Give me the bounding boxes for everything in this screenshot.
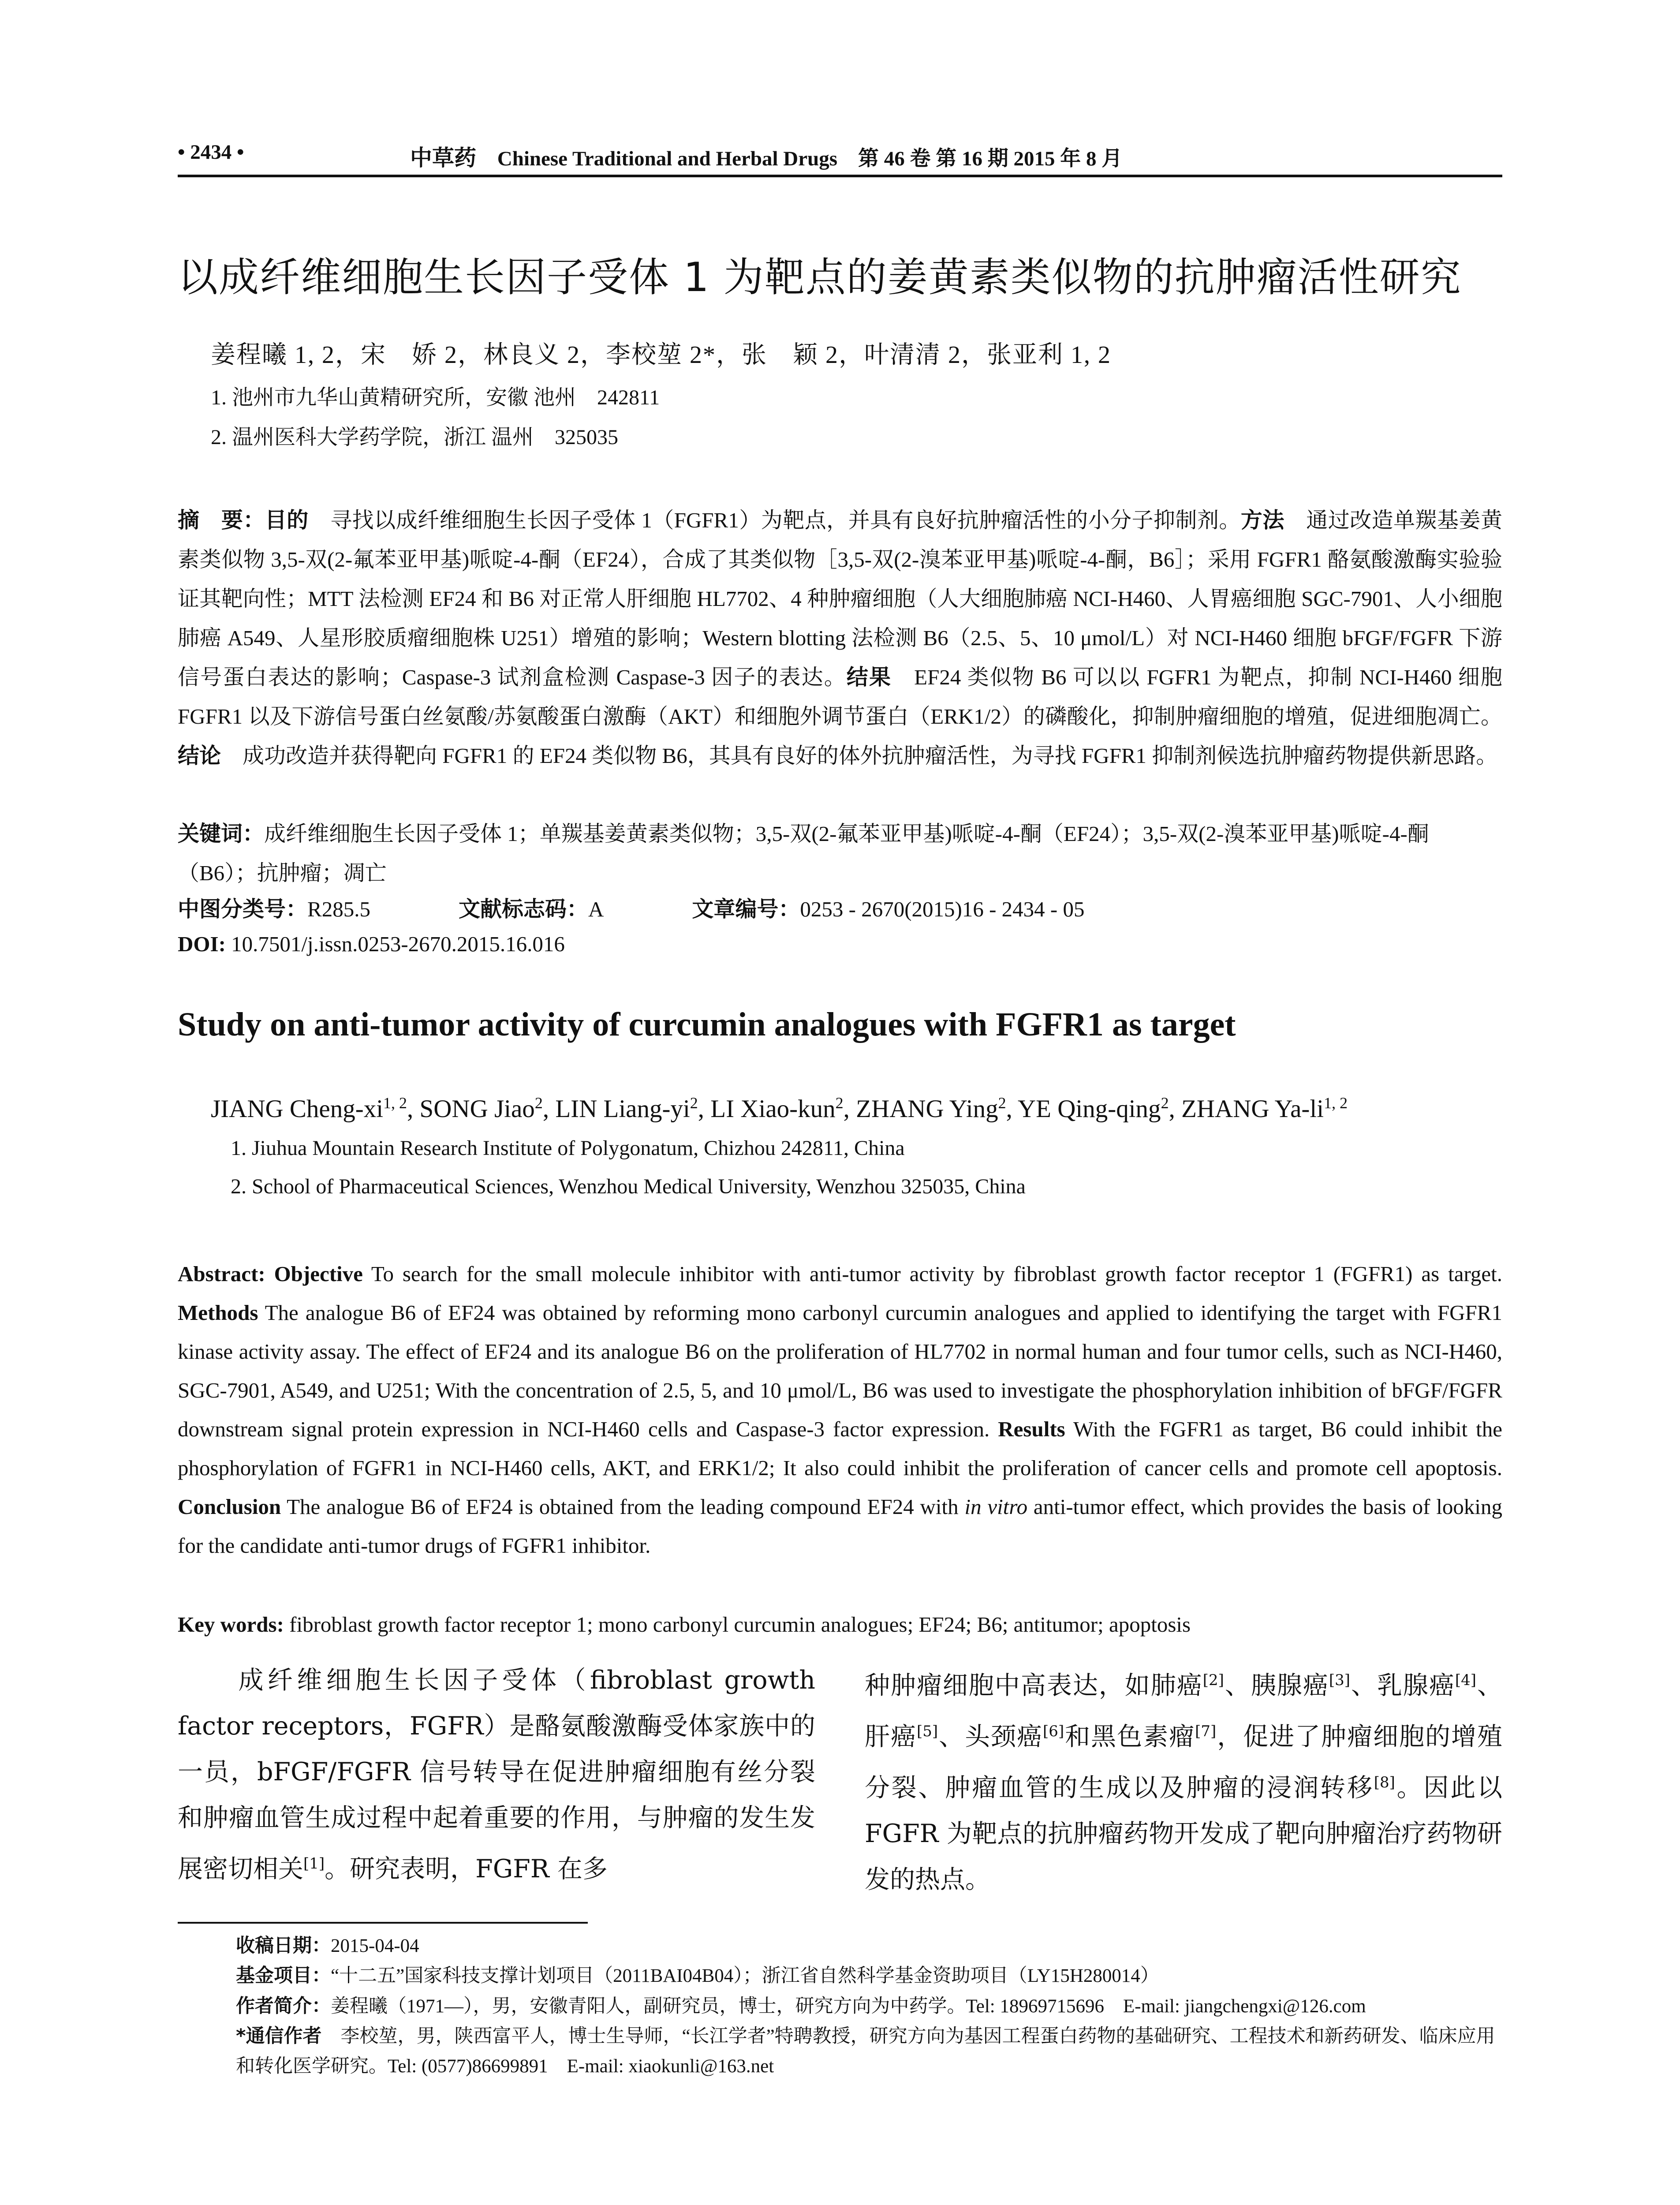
conclusion-label-en: Conclusion <box>178 1495 281 1519</box>
citation-ref: [4] <box>1455 1671 1477 1689</box>
title-en: Study on anti-tumor activity of curcumin analogues with FGFR1 as target <box>178 1006 1236 1043</box>
article-number: 0253 - 2670(2015)16 - 2434 - 05 <box>800 897 1085 921</box>
journal-line <box>410 140 1122 172</box>
conclusion-en-italic: in vitro <box>964 1495 1028 1519</box>
body-paragraph-text: 成纤维细胞生长因子受体（fibroblast growth factor receptors，FGFR）是酪氨酸激酶受体家族中的一员，bFGF/FGFR 信号转导在促进肿瘤细胞有丝分裂和肿瘤血管生成过程中起着重要的作用，与肿瘤的发生发展密切相关 <box>178 1666 815 1884</box>
citation-ref: [5] <box>916 1723 938 1740</box>
clc-label: 中图分类号： <box>178 897 308 922</box>
author-en: SONG Jiao <box>419 1095 535 1123</box>
abstract-cn <box>178 501 1502 775</box>
title-cn: 以成纤维细胞生长因子受体 1 为靶点的姜黄素类似物的抗肿瘤活性研究 <box>178 254 1462 301</box>
affiliation-cn-1: 1. 池州市九华山黄精研究所，安徽 池州 242811 <box>211 386 660 409</box>
page-number: • 2434 • <box>178 141 244 164</box>
doi-label: DOI: <box>178 932 226 956</box>
keywords-label-cn: 关键词： <box>178 821 265 846</box>
author-en-sup: 1, 2 <box>383 1094 407 1112</box>
objective-cn: 寻找以成纤维细胞生长因子受体 1（FGFR1）为靶点，并具有良好抗肿瘤活性的小分子抑制剂。 <box>308 508 1241 532</box>
footnote-received: 收稿日期：2015-04-04 <box>236 1935 419 1957</box>
methods-label-en: Methods <box>178 1301 258 1325</box>
doc-code-label: 文献标志码： <box>458 897 588 922</box>
footnote-corresponding: *通信作者 李校堃，男，陕西富平人，博士生导师，“长江学者”特聘教授，研究方向为基因工程蛋白药物的基础研究、工程技术和新药研发、临床应用和转化医学研究。Tel: (0577)86699891 E-mail: xiaokunli@163.net <box>236 2025 1495 2077</box>
citation-ref: [2] <box>1202 1671 1224 1689</box>
running-header <box>178 140 1502 176</box>
citation-ref: [1] <box>303 1855 325 1872</box>
keywords-cn <box>178 814 1502 893</box>
conclusion-en-a: The analogue B6 of EF24 is obtained from the leading compound EF24 with <box>281 1495 965 1519</box>
conclusion-en-b: anti-tumor effect, which provides the basis of looking for the candidate anti-tumor drugs of FGFR1 inhibitor. <box>178 1495 1502 1558</box>
affiliation-en-2: 2. School of Pharmaceutical Sciences, Wenzhou Medical University, Wenzhou 325035, China <box>231 1175 1026 1198</box>
authors-en: JIANG Cheng-xi$^{1, 2}$, SONG Jiao$^2$, LIN Liang-$yi^2$, LI Xiao-kun$^2$, ZHANG Ying$^2$, YE Qing-qing$^2$, ZHANG Ya-li$^{1, 2}$ <box>211 1094 1348 1123</box>
body-column-right: 种肿瘤细胞中高表达，如肺癌[2]、胰腺癌[3]、乳腺癌[4]、肝癌[5]、头颈癌[6]和黑色素瘤[7]，促进了肿瘤细胞的增殖分裂、肿瘤血管的生成以及肿瘤的浸润转移[8]。因此以 FGFR 为靶点的抗肿瘤药物开发成了靶向肿瘤治疗药物研发的热点。 <box>865 1671 1503 1894</box>
author-en-sup: 2 <box>998 1094 1006 1112</box>
footnote-funding: 基金项目：“十二五”国家科技支撑计划项目（2011BAI04B04）；浙江省自然科学基金资助项目（LY15H280014） <box>236 1965 1159 1987</box>
abstract-label-en: Abstract: <box>178 1262 265 1286</box>
results-label-cn: 结果 <box>846 665 892 690</box>
body-column-left <box>178 1657 815 1892</box>
author-en: JIANG Cheng-xi <box>211 1095 384 1123</box>
keywords-label-en: Key words: <box>178 1612 284 1637</box>
affiliation-en-1: 1. Jiuhua Mountain Research Institute of Polygonatum, Chizhou 242811, China <box>231 1136 905 1160</box>
keywords-text-cn: 成纤维细胞生长因子受体 1；单羰基姜黄素类似物；3,5-双(2-氟苯亚甲基)哌啶-4-酮（EF24）；3,5-双(2-溴苯亚甲基)哌啶-4-酮（B6）；抗肿瘤；凋亡 <box>178 822 1429 885</box>
article-number-label: 文章编号： <box>692 897 800 922</box>
abstract-label-cn: 摘 要： <box>178 508 265 533</box>
methods-label-cn: 方法 <box>1240 508 1284 533</box>
author-en: ZHANG Ya-li <box>1181 1095 1324 1123</box>
conclusion-cn: 成功改造并获得靶向 FGFR1 的 EF24 类似物 B6，其具有良好的体外抗肿瘤活性，为寻找 FGFR1 抑制剂候选抗肿瘤药物提供新思路。 <box>221 744 1498 768</box>
methods-en: The analogue B6 of EF24 was obtained by reforming mono carbonyl curcumin analogues and applied to identifying the target with FGFR1 kinase activity assay. The effect of EF24 and its analogue B6 on the proliferation of HL7702 in normal human and four tumor cells, such as NCI-H460, SGC-7901, A549, and U251; With the concentration of 2.5, 5, and 10 μmol/L, B6 was used to investigate the phosphorylation inhibition of bFGF/FGFR downstream signal protein expression in NCI-H460 cells and Caspase-3 factor expression. <box>178 1301 1502 1441</box>
keywords-text-en: fibroblast growth factor receptor 1; mono carbonyl curcumin analogues; EF24; B6; antitumor; apoptosis <box>284 1612 1191 1637</box>
doi-line <box>178 931 565 957</box>
body-paragraph-tail: 。研究表明，FGFR 在多 <box>325 1854 608 1884</box>
citation-ref: [3] <box>1329 1671 1350 1689</box>
header-rule <box>178 175 1502 177</box>
citation-ref: [6] <box>1043 1723 1064 1740</box>
author-en-sup: 2 <box>1161 1094 1169 1112</box>
results-label-en: Results <box>998 1417 1065 1441</box>
author-en-sup: 2 <box>534 1094 543 1112</box>
author-en: ZHANG Ying <box>856 1095 998 1123</box>
objective-en: To search for the small molecule inhibitor with anti-tumor activity by fibroblast growth factor receptor 1 (FGFR1) as target. <box>362 1262 1502 1286</box>
author-en: YE Qing-qing <box>1018 1095 1161 1123</box>
journal-name-en: Chinese Traditional and Herbal Drugs <box>497 147 838 170</box>
objective-label-en: Objective <box>274 1262 363 1286</box>
clc-code: R285.5 <box>307 897 370 921</box>
author-en-sup: 2 <box>690 1094 698 1112</box>
results-en: With the FGFR1 as target, B6 could inhibit the phosphorylation of FGFR1 in NCI-H460 cells, AKT, and ERK1/2; It also could inhibit the proliferation of cancer cells and promote cell apoptosis. <box>178 1417 1502 1480</box>
doc-code: A <box>588 897 604 921</box>
objective-label-cn: 目的 <box>265 508 309 533</box>
journal-issue: 第 46 卷 第 16 期 2015 年 8 月 <box>858 147 1123 170</box>
authors-cn: 姜程曦 1, 2，宋 娇 2，林良义 2，李校堃 2*，张 颖 2，叶清清 2，张亚利 1, 2 <box>211 341 1111 369</box>
journal-name-cn: 中草药 <box>410 146 476 170</box>
author-en: LI Xiao-kun <box>710 1095 836 1123</box>
conclusion-label-cn: 结论 <box>178 743 221 768</box>
results-cn: EF24 类似物 B6 可以以 FGFR1 为靶点，抑制 NCI-H460 细胞 FGFR1 以及下游信号蛋白丝氨酸/苏氨酸蛋白激酶（AKT）和细胞外调节蛋白（ERK1/2）的磷酸化，抑制肿瘤细胞的增殖，促进细胞凋亡。 <box>178 665 1502 729</box>
affiliation-cn-2: 2. 温州医科大学药学院，浙江 温州 325035 <box>211 426 619 449</box>
author-en-sup: 1, 2 <box>1324 1094 1348 1112</box>
abstract-en <box>178 1255 1502 1565</box>
author-en-sup: 2 <box>835 1094 844 1112</box>
classification-line <box>178 892 1084 923</box>
keywords-en <box>178 1605 1502 1644</box>
citation-ref: [8] <box>1374 1774 1395 1791</box>
methods-cn: 通过改造单羰基姜黄素类似物 3,5-双(2-氟苯亚甲基)哌啶-4-酮（EF24），合成了其类似物［3,5-双(2-溴苯亚甲基)哌啶-4-酮，B6］；采用 FGFR1 酪氨酸激酶实验验证其靶向性；MTT 法检测 EF24 和 B6 对正常人肝细胞 HL7702、4 种肿瘤细胞（人大细胞肺癌 NCI-H460、人胃癌细胞 SGC-7901、人小细胞肺癌 A549、人星形胶质瘤细胞株 U251）增殖的影响；Western blotting 法检测 B6（2.5、5、10 μmol/L）对 NCI-H460 细胞 bFGF/FGFR 下游信号蛋白表达的影响；Caspase-3 试剂盒检测 Caspase-3 因子的表达。 <box>178 508 1502 689</box>
doi-value: 10.7501/j.issn.0253-2670.2015.16.016 <box>225 932 565 956</box>
author-en: LIN Liang-yi <box>555 1095 690 1123</box>
citation-ref: [7] <box>1195 1723 1217 1740</box>
footnote-author-bio: 作者简介：姜程曦（1971—），男，安徽青阳人，副研究员，博士，研究方向为中药学。Tel: 18969715696 E-mail: jiangchengxi@126.com <box>236 1995 1366 2017</box>
footnote-rule <box>178 1922 588 1924</box>
